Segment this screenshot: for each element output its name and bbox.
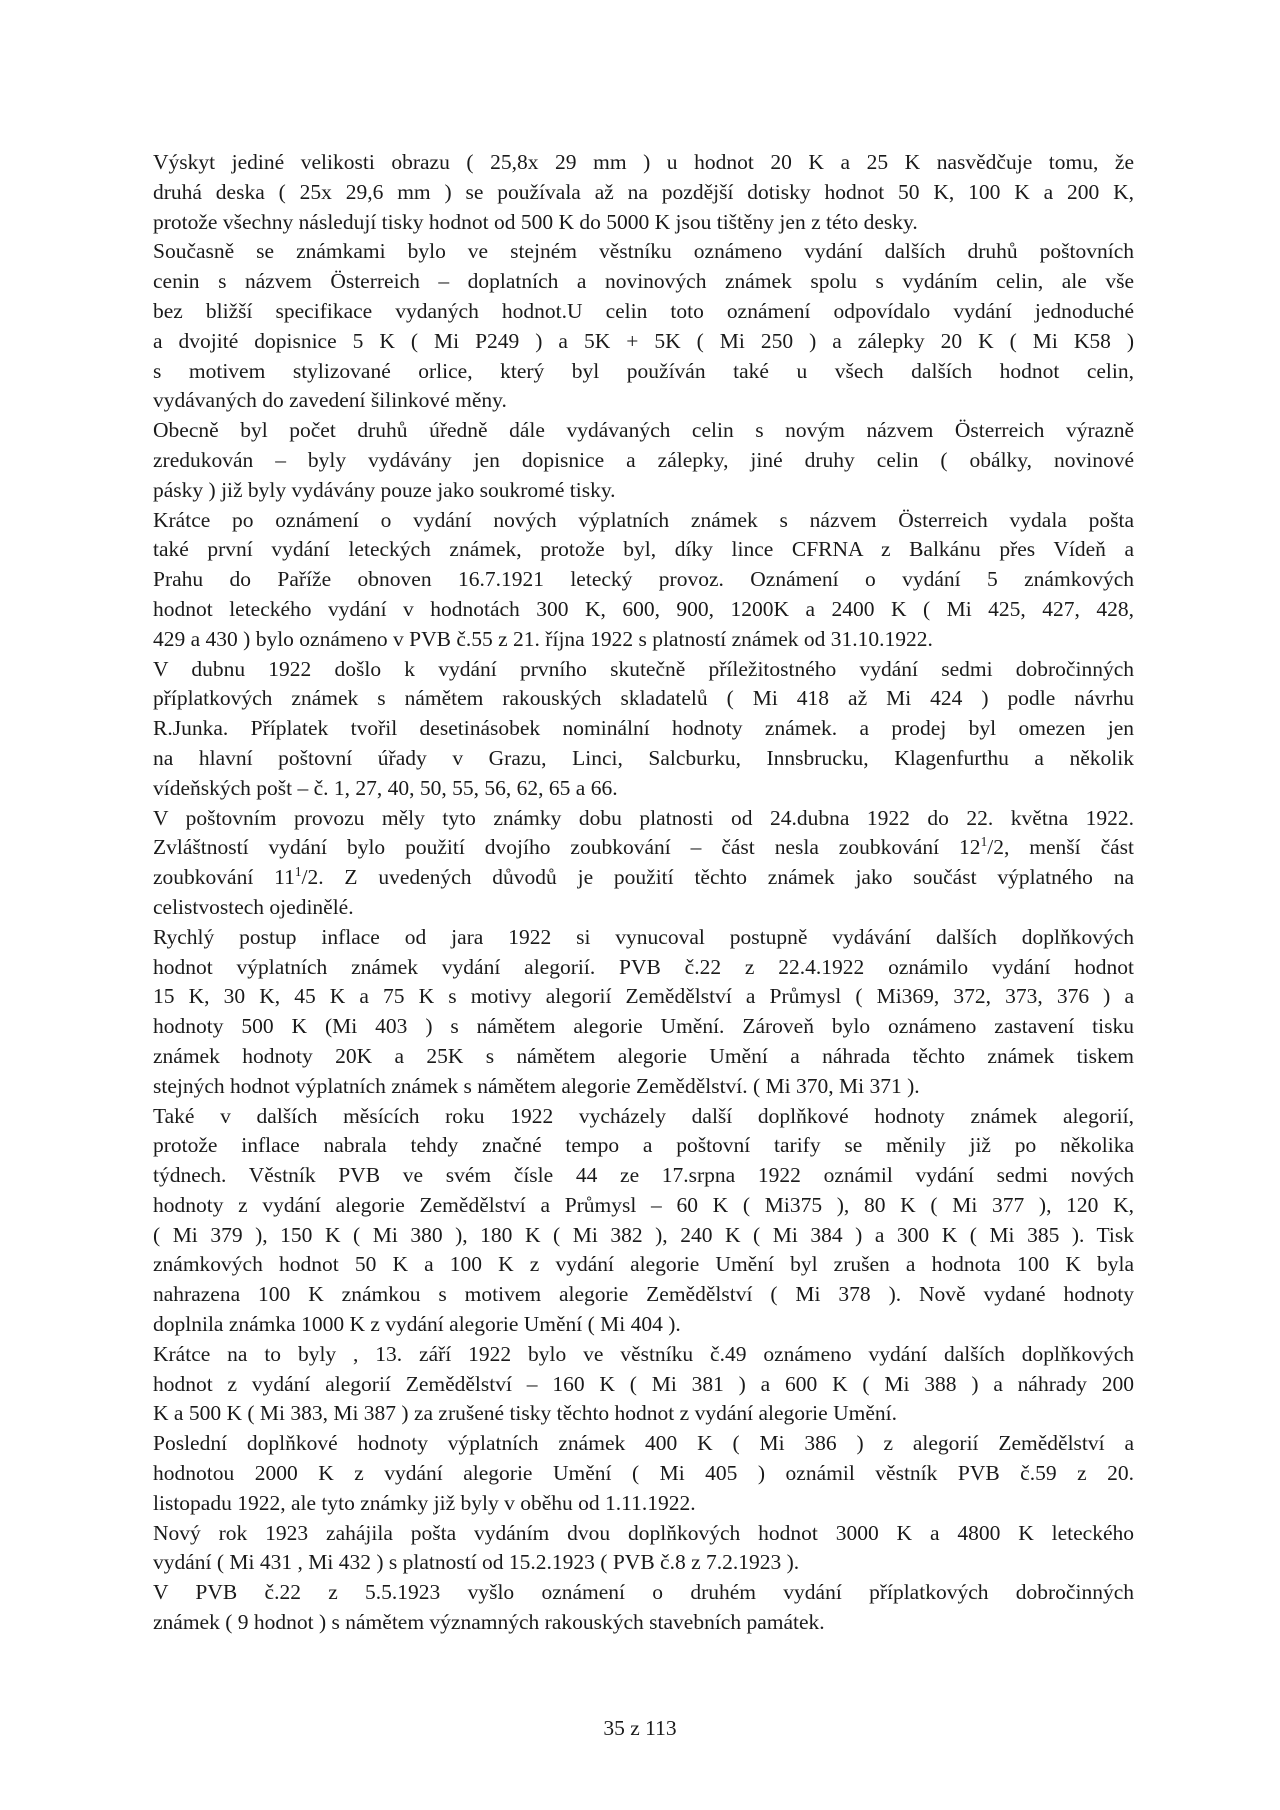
text-line: příplatkových známek s námětem rakouských skladatelů ( Mi 418 až Mi 424 ) podle návrhu <box>153 686 1134 711</box>
text-line: Rychlý postup inflace od jara 1922 si vynucoval postupně vydávání dalších doplňkových <box>153 924 1134 949</box>
text-line: Také v dalších měsících roku 1922 vycházely další doplňkové hodnoty známek alegorií, <box>153 1103 1134 1128</box>
text-line: vydávaných do zavedení šilinkové měny. <box>153 388 507 413</box>
text-line: R.Junka. Příplatek tvořil desetinásobek nominální hodnoty známek. a prodej byl omezen jen <box>153 716 1134 741</box>
paragraph-p9 <box>153 1340 1134 1429</box>
text-line: Krátce po oznámení o vydání nových výplatních známek s názvem Österreich vydala pošta <box>153 507 1134 532</box>
text-line: Výskyt jediné velikosti obrazu ( 25,8x 29 mm ) u hodnot 20 K a 25 K nasvědčuje tomu, že <box>153 150 1134 174</box>
text-line: Obecně byl počet druhů úředně dále vydávaných celin s novým názvem Österreich výrazně <box>153 418 1134 443</box>
text-line: hodnot z vydání alegorií Zemědělství – 160 K ( Mi 381 ) a 600 K ( Mi 388 ) a náhrady 200 <box>153 1371 1134 1396</box>
text-line: hodnotou 2000 K z vydání alegorie Umění ( Mi 405 ) oznámil věstník PVB č.59 z 20. <box>153 1461 1134 1486</box>
text-line: ( Mi 379 ), 150 K ( Mi 380 ), 180 K ( Mi 382 ), 240 K ( Mi 384 ) a 300 K ( Mi 385 ). Tisk <box>153 1222 1134 1247</box>
text-line: a dvojité dopisnice 5 K ( Mi P249 ) a 5K + 5K ( Mi 250 ) a zálepky 20 K ( Mi K58 ) <box>153 328 1134 353</box>
paragraph-p3 <box>153 416 1134 505</box>
text-line: hodnoty z vydání alegorie Zemědělství a Průmysl – 60 K ( Mi375 ), 80 K ( Mi 377 ), 120 K, <box>153 1192 1134 1217</box>
paragraph-p5 <box>153 655 1134 804</box>
text-line: 15 K, 30 K, 45 K a 75 K s motivy alegorií Zemědělství a Průmysl ( Mi369, 372, 373, 376 ) a <box>153 984 1134 1009</box>
text-line: známek hodnoty 20K a 25K s námětem alegorie Umění a náhrada těchto známek tiskem <box>153 1043 1134 1068</box>
text-line: protože inflace nabrala tehdy značné tempo a poštovní tarify se měnily již po několika <box>153 1133 1134 1158</box>
text-line: známkových hodnot 50 K a 100 K z vydání alegorie Umění byl zrušen a hodnota 100 K byla <box>153 1252 1134 1277</box>
paragraph-p8 <box>153 1102 1134 1340</box>
paragraph-p4 <box>153 506 1134 655</box>
paragraph-p6 <box>153 804 1134 923</box>
text-line: zoubkování $11^1/2$. Z uvedených důvodů je použití těchto známek jako součást výplatného na <box>153 863 1135 890</box>
text-line: vídeňských pošt – č. 1, 27, 40, 50, 55, 56, 62, 65 a 66. <box>153 775 618 800</box>
text-line: K a 500 K ( Mi 383, Mi 387 ) za zrušené tisky těchto hodnot z vydání alegorie Umění. <box>153 1401 897 1426</box>
text-line: V PVB č.22 z 5.5.1923 vyšlo oznámení o druhém vydání příplatkových dobročinných <box>153 1580 1134 1605</box>
text-line: známek ( 9 hodnot ) s námětem významných rakouských stavebních památek. <box>153 1610 825 1635</box>
text-line: pásky ) již byly vydávány pouze jako soukromé tisky. <box>153 477 616 502</box>
text-line: s motivem stylizované orlice, který byl používán také u všech dalších hodnot celin, <box>153 358 1134 383</box>
text-line: Prahu do Paříže obnoven 16.7.1921 letecký provoz. Oznámení o vydání 5 známkových <box>153 567 1134 592</box>
body-text <box>153 148 1134 1638</box>
text-line: Současně se známkami bylo ve stejném věstníku oznámeno vydání dalších druhů poštovních <box>153 239 1134 264</box>
text-line: nahrazena 100 K známkou s motivem alegorie Zemědělství ( Mi 378 ). Nově vydané hodnoty <box>153 1282 1134 1307</box>
text-line: listopadu 1922, ale tyto známky již byly v oběhu od 1.11.1922. <box>153 1490 696 1515</box>
text-line: protože všechny následují tisky hodnot od 500 K do 5000 K jsou tištěny jen z této desky. <box>153 209 918 234</box>
paragraph-p11 <box>153 1519 1134 1579</box>
text-line: Nový rok 1923 zahájila pošta vydáním dvou doplňkových hodnot 3000 K a 4800 K leteckého <box>153 1520 1134 1545</box>
text-line: 429 a 430 ) bylo oznámeno v PVB č.55 z 21. října 1922 s platností známek od 31.10.1922. <box>153 626 933 651</box>
paragraph-p10 <box>153 1429 1134 1518</box>
text-line: Krátce na to byly , 13. září 1922 bylo ve věstníku č.49 oznámeno vydání dalších doplňkových <box>153 1341 1134 1366</box>
text-line: V dubnu 1922 došlo k vydání prvního skutečně příležitostného vydání sedmi dobročinných <box>153 656 1134 681</box>
text-line: stejných hodnot výplatních známek s námětem alegorie Zemědělství. ( Mi 370, Mi 371 ). <box>153 1073 920 1098</box>
text-line: vydání ( Mi 431 , Mi 432 ) s platností od 15.2.1923 ( PVB č.8 z 7.2.1923 ). <box>153 1550 800 1575</box>
text-line: Zvláštností vydání bylo použití dvojího zoubkování – část nesla zoubkování $12^1/2$, menší část <box>153 834 1134 860</box>
text-line: V poštovním provozu měly tyto známky dobu platnosti od 24.dubna 1922 do 22. května 1922. <box>153 805 1134 830</box>
page-number: 35 z 113 <box>603 1716 677 1740</box>
text-line: doplnila známka 1000 K z vydání alegorie Umění ( Mi 404 ). <box>153 1312 681 1337</box>
paragraph-p12 <box>153 1578 1134 1638</box>
text-line: Poslední doplňkové hodnoty výplatních známek 400 K ( Mi 386 ) z alegorií Zemědělství a <box>153 1431 1134 1456</box>
text-line: hodnot leteckého vydání v hodnotách 300 K, 600, 900, 1200K a 2400 K ( Mi 425, 427, 428, <box>153 596 1134 621</box>
text-line: hodnoty 500 K (Mi 403 ) s námětem alegorie Umění. Zároveň bylo oznámeno zastavení tisku <box>153 1014 1134 1039</box>
text-line: na hlavní poštovní úřady v Grazu, Linci, Salcburku, Innsbrucku, Klagenfurthu a několik <box>153 745 1134 770</box>
paragraph-p7 <box>153 923 1134 1102</box>
text-line: hodnot výplatních známek vydání alegorií. PVB č.22 z 22.4.1922 oznámilo vydání hodnot <box>153 954 1134 979</box>
text-line: cenin s názvem Österreich – doplatních a novinových známek spolu s vydáním celin, ale vše <box>153 269 1134 294</box>
text-line: bez bližší specifikace vydaných hodnot.U celin toto oznámení odpovídalo vydání jednoduché <box>153 298 1134 323</box>
text-line: celistvostech ojedinělé. <box>153 894 354 919</box>
text-line: zredukován – byly vydávány jen dopisnice a zálepky, jiné druhy celin ( obálky, novinové <box>153 447 1134 472</box>
text-line: týdnech. Věstník PVB ve svém čísle 44 ze 17.srpna 1922 oznámil vydání sedmi nových <box>153 1163 1134 1188</box>
paragraph-p2 <box>153 237 1134 416</box>
text-line: také první vydání leteckých známek, protože byl, díky lince CFRNA z Balkánu přes Vídeň a <box>153 537 1134 562</box>
text-line: druhá deska ( 25x 29,6 mm ) se používala až na pozdější dotisky hodnot 50 K, 100 K a 200 K, <box>153 179 1134 204</box>
paragraph-p1 <box>153 148 1134 237</box>
